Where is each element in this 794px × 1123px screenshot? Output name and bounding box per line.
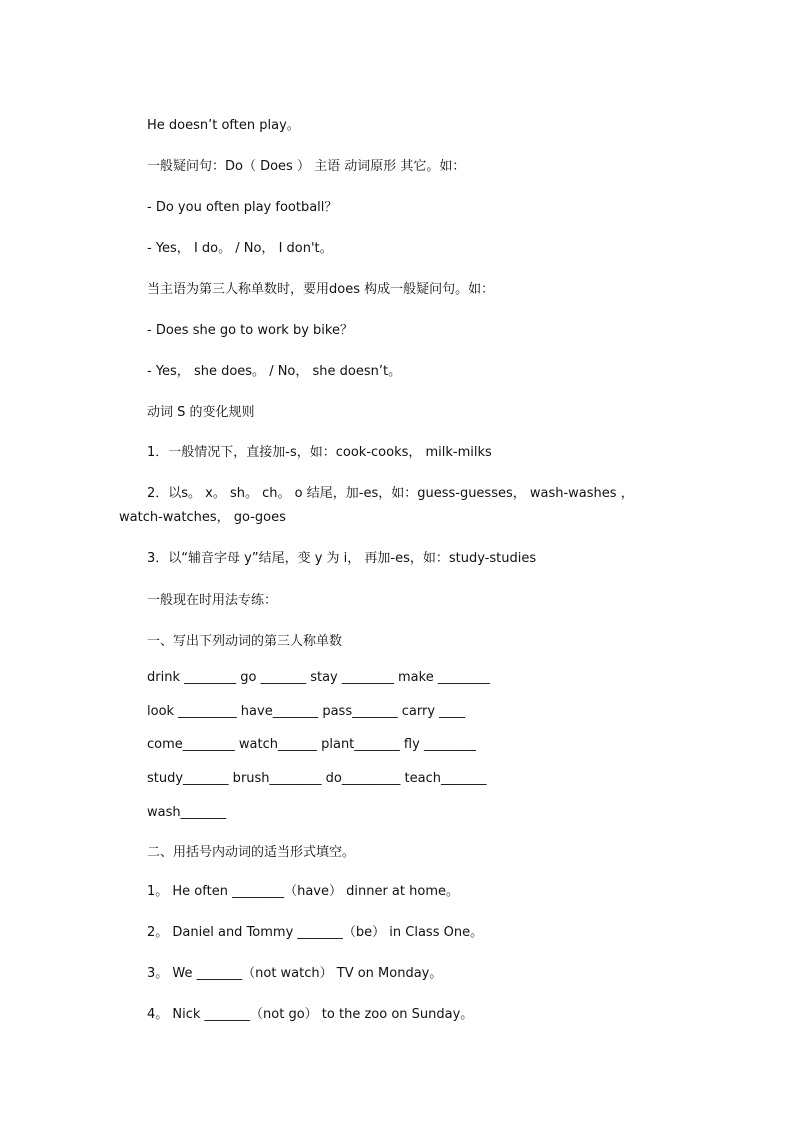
text-line: 一般疑问句：Do（ Does ） 主语 动词原形 其它。如： (147, 159, 466, 174)
text-line: watch-watches， go-goes (119, 510, 286, 525)
exercise-heading: 一、写出下列动词的第三人称单数 (147, 634, 343, 649)
text-line: - Do you often play football？ (147, 200, 338, 215)
exercise-line: wash_______ (147, 805, 227, 820)
exercise-heading: 二、用括号内动词的适当形式填空。 (147, 845, 356, 860)
exercise-line: look _________ have_______ pass_______ carry ____ (147, 704, 466, 719)
exercise-line: come________ watch______ plant_______ fly ________ (147, 737, 476, 752)
section-heading: 一般现在时用法专练： (147, 593, 278, 608)
text-line: - Yes， she does。 / No， she doesn’t。 (147, 364, 402, 379)
text-line: 3．以“辅音字母 y”结尾，变 y 为 i， 再加-es，如：study-studies (147, 551, 537, 566)
exercise-line: drink ________ go _______ stay ________ make ________ (147, 670, 490, 685)
text-line: 当主语为第三人称单数时，要用does 构成一般疑问句。如： (147, 282, 495, 297)
text-line: 2．以s。 x。 sh。 ch。 o 结尾，加-es，如：guess-guesses， wash-washes ， (147, 486, 634, 501)
section-heading: 动词 S 的变化规则 (147, 405, 255, 420)
exercise-line: study_______ brush________ do_________ teach_______ (147, 771, 487, 786)
text-line: He doesn’t often play。 (147, 118, 300, 133)
exercise-line: 3。 We _______（not watch） TV on Monday。 (147, 966, 443, 981)
exercise-line: 2。 Daniel and Tommy _______（be） in Class One。 (147, 925, 484, 940)
exercise-line: 1。 He often ________（have） dinner at home。 (147, 884, 459, 899)
text-line: - Does she go to work by bike？ (147, 323, 353, 338)
exercise-line: 4。 Nick _______（not go） to the zoo on Sunday。 (147, 1007, 474, 1022)
text-line: - Yes， I do。 / No， I don't。 (147, 241, 333, 256)
text-line: 1．一般情况下，直接加-s，如：cook-cooks， milk-milks (147, 445, 492, 460)
